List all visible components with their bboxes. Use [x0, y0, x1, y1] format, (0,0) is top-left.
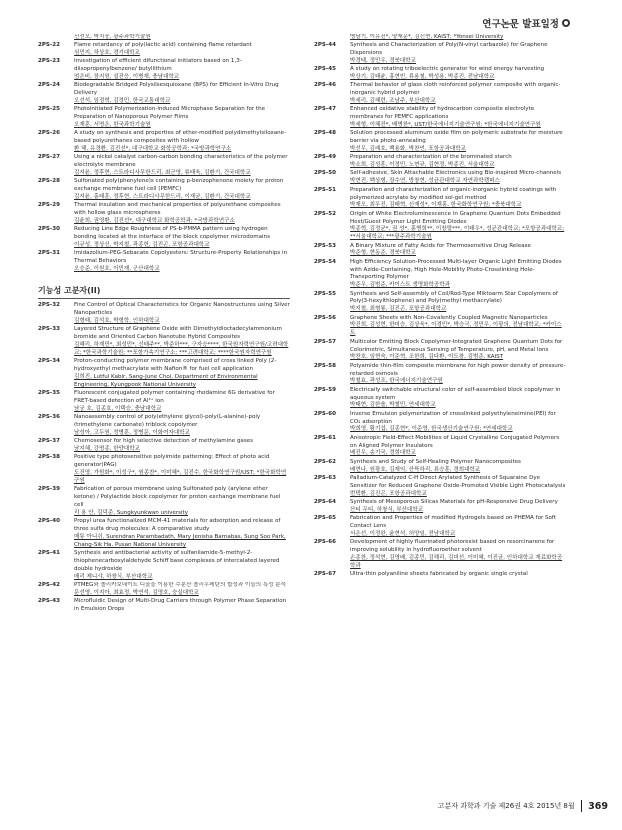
paper-authors: 김지윤, 정후현, 스트라디사무한드리, 최군영, 류태욱, 김환기, 건국대학교	[74, 170, 251, 177]
section-heading: 기능성 고분자(II)	[38, 285, 290, 299]
paper-authors: 김윤희, 권영환, 김진선*, 대구대학교 화학공학과; *국방과학연구소	[74, 218, 235, 225]
entry-body	[74, 438, 290, 454]
paper-authors: 번텍환, 김진곤, 포항공과대학교	[350, 490, 427, 497]
poster-number: 2PS-46	[314, 82, 336, 89]
poster-entry	[38, 154, 290, 178]
paper-title: Thermal behavior of glass cloth reinforced polymer composite with organic- inorganic hybrid polymer	[350, 82, 561, 97]
entry-body	[350, 82, 566, 106]
poster-entry	[314, 243, 566, 259]
paper-title: Preparation and characterization of organic-inorganic hybrid coatings with polymerized acrylate by modified sol-gel method	[350, 186, 557, 201]
poster-entry	[314, 34, 566, 42]
paper-title: Self-adhesive, Skin Attachable Electronics using Bio-inspired Micro-channels	[350, 170, 562, 177]
poster-entry	[38, 106, 290, 130]
paper-authors: 박태현, 김한솔, 박철민, 연세대학교	[350, 402, 436, 409]
right-column	[314, 34, 566, 579]
poster-number: 2PS-47	[314, 106, 336, 113]
paper-authors: 박경태, 정민우, 경북대학교	[350, 58, 416, 65]
poster-entry	[38, 42, 290, 58]
paper-title: Graphene Sheets with Non-Covalently Coupled Magnetic Nanoparticles	[350, 314, 548, 321]
poster-number: 2PS-32	[38, 302, 60, 309]
poster-entry	[38, 178, 290, 202]
poster-number: 2PS-62	[314, 458, 336, 465]
paper-authors: 박재오, 최우진, 김태혁, 신재성*, 이재홍, 한국화학연구원; *충북대학교	[350, 202, 522, 209]
poster-number: 2PS-58	[314, 362, 336, 369]
paper-authors: 메리 제니샤, 하창식, 부산대학교	[74, 573, 153, 580]
paper-title: Fine Control of Optical Characteristics for Organic Nanostructures using Silver Nanoparticles	[74, 302, 290, 317]
paper-title: Fluorescent conjugated polymer containing rhodamine 6G derivative for FRET-based detection of Al³⁺ ion	[74, 390, 275, 404]
entry-body	[350, 187, 566, 211]
paper-title: Inverse Emulsion polymerization of crosslinked polyethyleneimine(PEI) for CO₂ adsorption	[350, 410, 556, 425]
poster-number: 2PS-42	[38, 581, 60, 588]
paper-title: Microfluidic Design of Multi-Drug Carriers through Polymer Phase Separation in Emulsion Drops	[74, 597, 287, 612]
poster-entry	[314, 315, 566, 339]
entry-body	[74, 518, 290, 550]
poster-entry	[314, 571, 566, 579]
poster-number: 2PS-53	[314, 242, 336, 249]
poster-entry	[314, 130, 566, 154]
poster-number: 2PS-61	[314, 434, 336, 441]
entry-body	[350, 243, 566, 259]
page-number: 369	[588, 800, 608, 812]
entry-body	[350, 66, 566, 82]
paper-authors: 신선오, 박치웅, 광주과학기술원	[74, 34, 151, 40]
paper-authors: 문선영, 이지아, 최효정, 박연석, 김영호, 숭실대학교	[74, 589, 199, 596]
entry-body	[350, 170, 566, 186]
poster-entry	[314, 459, 566, 475]
paper-title: Propyl urea functionalized MCM-41 materials for adsorption and release of three sulfa drug molecules: A comparative study	[74, 518, 281, 532]
poster-entry	[38, 250, 290, 274]
entry-body	[74, 226, 290, 250]
poster-number: 2PS-65	[314, 514, 336, 521]
entry-body	[74, 154, 290, 178]
paper-authors: 배진우, 송기국, 경희대학교	[350, 450, 416, 457]
poster-number: 2PS-35	[38, 390, 60, 397]
entry-body	[350, 475, 566, 499]
entry-body	[350, 315, 566, 339]
paper-title: Enhanced oxidative stability of hydrocarbon composite electrolyte membranes for PEMFC applications	[350, 106, 535, 121]
paper-title: Origin of White Electroluminescence in Graphene Quantum Dots Embedded Host/Guest Polymer Light Emitting Diodes	[350, 210, 561, 225]
paper-authors: 박준우, 김범준, 카이스트 생명화학공학과	[350, 282, 450, 289]
paper-title: Palladium-Catalyzed C-H Direct Arylated Synthesis of Squaraine Dye Sensitizer for Reduced Graphene Oxide-Promoted Visible Light Photocatalysis	[350, 474, 566, 489]
paper-title: Synthesis of Mesoporous Silicas Materials for pH-Responsive Drug Delivery	[350, 498, 558, 505]
paper-title: Investigation of efficient difunctional initiators based on 1,3-diisopropenylbenzene/ butyllithium	[74, 58, 242, 73]
paper-authors: 남궁 호, 김종호, 이택승, 충남대학교	[74, 405, 162, 412]
paper-authors: 심민지, 차상호, 경기대학교	[74, 50, 140, 57]
poster-number: 2PS-63	[314, 474, 336, 481]
paper-authors: 박철효, 곽성조, 한국에너지기술연구원	[350, 378, 443, 385]
poster-number: 2PS-49	[314, 154, 336, 161]
entry-body	[350, 515, 566, 539]
entry-body	[74, 106, 290, 130]
paper-title: Positive type photosensitive polyimide patterning: Effect of photo acid generator(PAG)	[74, 454, 270, 469]
poster-entry	[314, 66, 566, 82]
entry-body	[74, 454, 290, 486]
paper-authors: 오재훈, 서명은, 한국과학기술원	[74, 122, 151, 129]
paper-title: Biodegradable Bridged Polysilsesquioxane (BPS) for Efficient In-Vitro Drug Delivery	[74, 82, 279, 97]
entry-body	[350, 363, 566, 387]
paper-title: Preparation and characterization of the brominated starch	[350, 154, 512, 161]
poster-number: 2PS-24	[38, 82, 60, 89]
entry-body	[74, 250, 290, 274]
entry-body	[74, 302, 290, 326]
poster-entry	[314, 82, 566, 106]
paper-authors: 서은선, 이정완, 윤현석, 허양임, 전남대학교	[350, 530, 456, 537]
paper-authors: 박진희, 김성현, 한미승, 김상욱*, 이경민*, 박승극, 정민우, 이광의, 전남대학교; *카이스트	[350, 322, 562, 337]
paper-authors: 김형태, 김석호, 박형학, 인하대학교	[74, 317, 160, 324]
entry-body	[74, 582, 290, 598]
circle-bullet-icon	[562, 19, 570, 27]
poster-number: 2PS-51	[314, 186, 336, 193]
paper-authors: 이규성, 정상신, 박지철, 곽종헌, 김진곤, 포항공과대학교	[74, 242, 210, 249]
paper-authors: 박희영, 황기섭, 김종현*, 이준영, 한국생산기술연구원; *연세대학교	[350, 426, 513, 433]
poster-number: 2PS-26	[38, 130, 60, 137]
entry-body	[350, 339, 566, 363]
entry-body	[74, 326, 290, 358]
poster-entry	[314, 475, 566, 499]
poster-entry	[314, 539, 566, 571]
paper-authors: 산티 무티, 하창식, 부산대학교	[350, 506, 424, 513]
entry-body	[74, 414, 290, 438]
paper-authors: 환 해, 유경환, 김진선*, 대구대학교 화학공학과; *국방과학연구소	[74, 146, 232, 153]
paper-title: Layered Structure of Graphene Oxide with Dimethyldioctadecylammonium bromide and Oriented Carbon Nanotube Hybrid Composites	[74, 326, 282, 341]
poster-number: 2PS-48	[314, 130, 336, 137]
paper-title: Sulfonated poly(phenylene)s containing p-benzophenone moiety for proton exchange membrane fuel cell (PEMFC)	[74, 178, 284, 193]
poster-number: 2PS-34	[38, 358, 60, 365]
paper-title: Using a nickel catalyst carbon-carbon bonding characteristics of the polymer electrolyte membrane	[74, 154, 288, 169]
paper-authors: 도진영, 가원화*, 이성구*, 원종찬*, 이미혜*, 김진수, 한국화학연구원/UST; *한국화학연구원	[74, 469, 287, 484]
paper-authors: 박선우, 김래호, 백용화, 박찬언, 포항공과대학교	[350, 146, 466, 153]
poster-entry	[38, 454, 290, 486]
entry-body	[350, 34, 566, 42]
poster-entry	[38, 438, 290, 454]
poster-entry	[38, 202, 290, 226]
left-column	[38, 34, 290, 614]
poster-entry	[38, 226, 290, 250]
poster-number: 2PS-50	[314, 170, 336, 177]
poster-entry	[314, 515, 566, 539]
paper-title: Fabrication and Properties of modified Hydrogels based on PHEMA for Soft Contact Lens	[350, 514, 556, 529]
entry-body	[74, 82, 290, 106]
poster-entry	[314, 42, 566, 66]
header-title: 연구논문 발표일정	[482, 19, 559, 30]
poster-number: 2PS-59	[314, 386, 336, 393]
paper-title: Nanoassembly control of poly(ethylene glycol)-poly(L-alanine)-poly (trimethylene carbonate) triblock copolymer	[74, 414, 261, 428]
paper-authors: 맹남기, 이유진*, 양재문*, 김신현, KAIST; *Yonsei University	[350, 34, 504, 40]
poster-number: 2PS-40	[38, 518, 60, 524]
poster-number: 2PS-44	[314, 42, 336, 49]
paper-title: A study on rotating triboelectric generator for wind energy harvesting	[350, 66, 545, 73]
paper-authors: 박현진, 백상형, 장수연, 방창현, 성균관대학교 자연과학캠퍼스	[350, 178, 500, 185]
entry-body	[350, 387, 566, 411]
poster-number: 2PS-25	[38, 106, 60, 113]
paper-authors: 김희진, Lutful Kabir, Sang-June Choi, Department of Environmental Engineering, Kyungpook National University	[74, 373, 258, 388]
poster-number: 2PS-41	[38, 549, 60, 556]
paper-title: Synthesis and Study of Self-Healing Polymer Nanocomposites	[350, 458, 521, 465]
poster-number: 2PS-38	[38, 454, 60, 461]
poster-entry	[38, 302, 290, 326]
paper-authors: 남성아, 고두원, 정병훈, 정병문, 이화여자대학교	[74, 429, 190, 436]
paper-authors: 매튜 아니쉬, Surendran Parambadath, Mary Jenisha Barnabas, Sung Soo Park, Chang-Sik Ha, Pusan National University	[74, 533, 286, 548]
poster-entry	[314, 259, 566, 291]
paper-authors: 오선석, 임정혁, 김경민, 한국교통대학교	[74, 98, 171, 105]
poster-entry	[38, 598, 290, 614]
poster-entry	[314, 187, 566, 211]
poster-entry	[38, 550, 290, 582]
entry-body	[74, 598, 290, 614]
poster-number: 2PS-23	[38, 58, 60, 65]
page-footer	[438, 800, 608, 812]
entry-body	[350, 499, 566, 515]
paper-authors: 김지윤, 홍태훈, 정후현, 스트라디사무한드리, 이재균, 김환기, 건국대학교	[74, 194, 251, 201]
poster-entry	[38, 34, 290, 42]
paper-title: Development of highly fluorinated photoresist based on resorcinarene for improving solubility in hydrofluoroether solvent	[350, 538, 555, 553]
entry-body	[350, 259, 566, 291]
poster-entry	[314, 291, 566, 315]
paper-authors: 박세리, 김혜련, 조남주, 부산대학교	[350, 98, 436, 105]
paper-title: Flame retardancy of poly(lactic acid) containing flame retardant	[74, 42, 252, 49]
entry-body	[74, 486, 290, 518]
poster-number: 2PS-60	[314, 410, 336, 417]
entry-body	[350, 291, 566, 315]
paper-authors: 배현나, 원광호, 김재익, 산뜩하리, 류승훈, 경희대학교	[350, 466, 481, 473]
paper-title: Photoinitiated Polymerization-induced Microphase Separation for the Preparation of Nanoporous Polymer Films	[74, 106, 266, 121]
poster-number: 2PS-45	[314, 66, 336, 73]
paper-title: Ultra-thin polyaniline sheets fabricated by organic single crystal	[350, 570, 528, 577]
paper-authors: 박준형, 현동준, 경북대학교	[350, 250, 416, 257]
poster-entry	[314, 170, 566, 186]
paper-title: Proton-conducting polymer membrane comprised of cross linked Poly (2-hydroxyethyl methacrylate with Nafion® for fuel cell application	[74, 358, 277, 372]
paper-title: Fabrication of porous membrane using Sulfonated poly (arylene ether ketone) / Polylactide block copolymer for proton exchange membrane fuel cell	[74, 486, 281, 508]
paper-authors: 김혜리, 하재민*, 최성민*, 신태주**, 박준하***, 구자승****, 한국원자력연구원/고려대학교; *한국과학기술원; **포항가속기연구소; ***고려대학교; ****한국원자력연구원	[74, 341, 289, 356]
journal-info: 고분자 과학과 기술 제26권 4호 2015년 8월	[437, 802, 575, 810]
paper-authors: 박지철, 최형룡, 김진곤, 포항공과대학교	[350, 306, 447, 313]
paper-authors: 손종찬, 정석현, 김영배, 김종민, 김해리, 김미선, 이미혜, 이진균, 인하대학교 재료화학공학과	[350, 554, 563, 569]
poster-entry	[38, 130, 290, 154]
paper-title: Reducing Line Edge Roughness of PS-b-PMMA pattern using hydrogen bonding located at the interface of the block copolymer microdomains	[74, 226, 270, 241]
paper-title: Imidazolium-PEG-Sebacate Copolyesters: Structure-Property Relationships in Thermal Behaviors	[74, 250, 288, 265]
entry-body	[350, 211, 566, 243]
poster-entry	[314, 211, 566, 243]
poster-number: 2PS-30	[38, 226, 60, 233]
paper-title: Synthesis and Self-assembly of Coil/Rod-Type Miktoarm Star Copolymers of Poly(3-hexylthiophene) and Poly(methyl methacrylate)	[350, 290, 558, 305]
paper-title: Chemosensor for high selective detection of methylamine gases	[74, 438, 254, 445]
poster-number: 2PS-33	[38, 326, 60, 333]
entry-body	[350, 130, 566, 154]
paper-title: Anisotropic Field-Effect Mobilities of Liquid Crystalline Conjugated Polymers on Aligned Polymer Insulators	[350, 434, 560, 449]
poster-entry	[38, 326, 290, 358]
entry-body	[74, 58, 290, 82]
poster-entry	[38, 486, 290, 518]
poster-number: 2PS-29	[38, 202, 60, 209]
poster-entry	[314, 106, 566, 130]
left-entry-list	[38, 34, 290, 274]
paper-title: Multicolor Emitting Block Copolymer-Integrated Graphene Quantum Dots for Colorimetric, Simultaneous Sensing of Temperature, pH, and Metal Ions	[350, 338, 563, 353]
poster-number: 2PS-57	[314, 338, 336, 345]
entry-body	[74, 34, 290, 42]
paper-authors: 박상기, 김태윤, 홍현빈, 류용철, 박성용, 박종진, 전남대학교	[350, 74, 495, 81]
paper-title: PTMEG와 폴리카보네이트 디올을 이용한 수분산 폴리우레탄의 합성과 이들의 특성 분석	[74, 581, 287, 588]
poster-entry	[38, 58, 290, 82]
poster-number: 2PS-43	[38, 597, 60, 604]
entry-body	[74, 202, 290, 226]
poster-entry	[38, 582, 290, 598]
poster-entry	[314, 363, 566, 387]
entry-body	[350, 571, 566, 579]
paper-authors: 오승준, 이원호, 이민재, 군산대학교	[74, 266, 160, 273]
paper-authors: 박찬호, 임현숙, 이준혁, 조한희, 김다환, 이도창, 김범준, KAIST	[350, 354, 504, 361]
entry-body	[350, 42, 566, 66]
poster-number: 2PS-39	[38, 486, 60, 493]
poster-entry	[314, 154, 566, 170]
poster-number: 2PS-67	[314, 570, 336, 577]
poster-entry	[314, 339, 566, 363]
poster-entry	[314, 499, 566, 515]
page-header	[482, 16, 570, 30]
paper-title: Synthesis and antibacterial activity of sulfanilamide-5-methyl-2-thiophenecarboxylaldehyde Schiff base complexes of intercalated layered double hydroxide	[74, 549, 280, 572]
paper-title: Synthesis and Characterization of Poly(N-vinyl carbazole) for Graphene Dispersions	[350, 42, 548, 57]
poster-number: 2PS-52	[314, 210, 336, 217]
paper-title: Solution processed aluminum oxide film on polymeric substrate for moisture barrier via photo-annealing	[350, 130, 563, 145]
paper-title: A study on synthesis and properties of ether-modified polydimethylsiloxane-based polyurethanes composites with hollow	[74, 130, 287, 145]
entry-body	[74, 550, 290, 582]
poster-number	[38, 34, 74, 42]
poster-number: 2PS-55	[314, 290, 336, 297]
poster-entry	[38, 414, 290, 438]
poster-number: 2PS-64	[314, 498, 336, 505]
poster-entry	[38, 390, 290, 414]
poster-number: 2PS-54	[314, 258, 336, 265]
poster-entry	[38, 518, 290, 550]
poster-number: 2PS-66	[314, 538, 336, 545]
entry-body	[350, 435, 566, 459]
poster-number	[314, 34, 350, 42]
right-entry-list	[314, 34, 566, 579]
poster-number: 2PS-36	[38, 414, 60, 421]
entry-body	[74, 130, 290, 154]
poster-entry	[314, 411, 566, 435]
paper-authors: 남지혜, 강명종, 한양대학교	[74, 445, 140, 452]
poster-number: 2PS-56	[314, 314, 336, 321]
entry-body	[74, 358, 290, 390]
left-section-entry-list	[38, 302, 290, 614]
paper-authors: 박소희, 김성훈, 이정민, 노현규, 김현정, 박종진, 서울대학교	[350, 162, 495, 169]
paper-authors: 박종혁, 김정균*, 권 성*, 홍병희**, 이창렬***, 이태우*, 성균관대학교; *포항공과대학교; **서울대학교; ***광주과학기술원	[350, 226, 565, 241]
poster-entry	[314, 435, 566, 459]
paper-authors: 리 용 안, 김덕준, Sungkyunkwan university	[74, 509, 188, 516]
entry-body	[74, 178, 290, 202]
poster-number: 2PS-37	[38, 438, 60, 445]
poster-number: 2PS-27	[38, 154, 60, 161]
entry-body	[350, 154, 566, 170]
paper-title: Thermal insulation and mechanical properties of polyurethane composites with hollow glass microspheres	[74, 202, 281, 217]
poster-entry	[38, 358, 290, 390]
paper-title: Polyamide thin-film composite membrane for high power density of pressure-retarded osmosis	[350, 362, 566, 377]
poster-entry	[38, 82, 290, 106]
poster-number: 2PS-22	[38, 42, 60, 49]
poster-entry	[314, 387, 566, 411]
footer-divider	[581, 800, 583, 812]
entry-body	[74, 390, 290, 414]
entry-body	[350, 106, 566, 130]
paper-title: High Efficiency Solution-Processed Multi-layer Organic Light Emitting Diodes with Azide-Containing, High Hole-Mobility Photo-Crosslinking Hole-Transporting Polymer	[350, 258, 562, 281]
paper-title: Electrically switchable structural color of self-assembled block copolymer in aqueous system	[350, 386, 561, 401]
poster-number: 2PS-28	[38, 178, 60, 185]
entry-body	[350, 459, 566, 475]
paper-authors: 엄은비, 장지원, 설진응, 이병재, 충남대학교	[74, 74, 180, 81]
entry-body	[350, 539, 566, 571]
poster-number: 2PS-31	[38, 250, 60, 257]
paper-title: A Binary Mixture of Fatty Acids for Thermosensitive Drug Release	[350, 242, 531, 249]
entry-body	[350, 411, 566, 435]
paper-authors: 박세형, 이혜진*, 배병찬*, UST/한국에너지기술연구원; *한국에너지기술연구원	[350, 122, 541, 129]
entry-body	[74, 42, 290, 58]
